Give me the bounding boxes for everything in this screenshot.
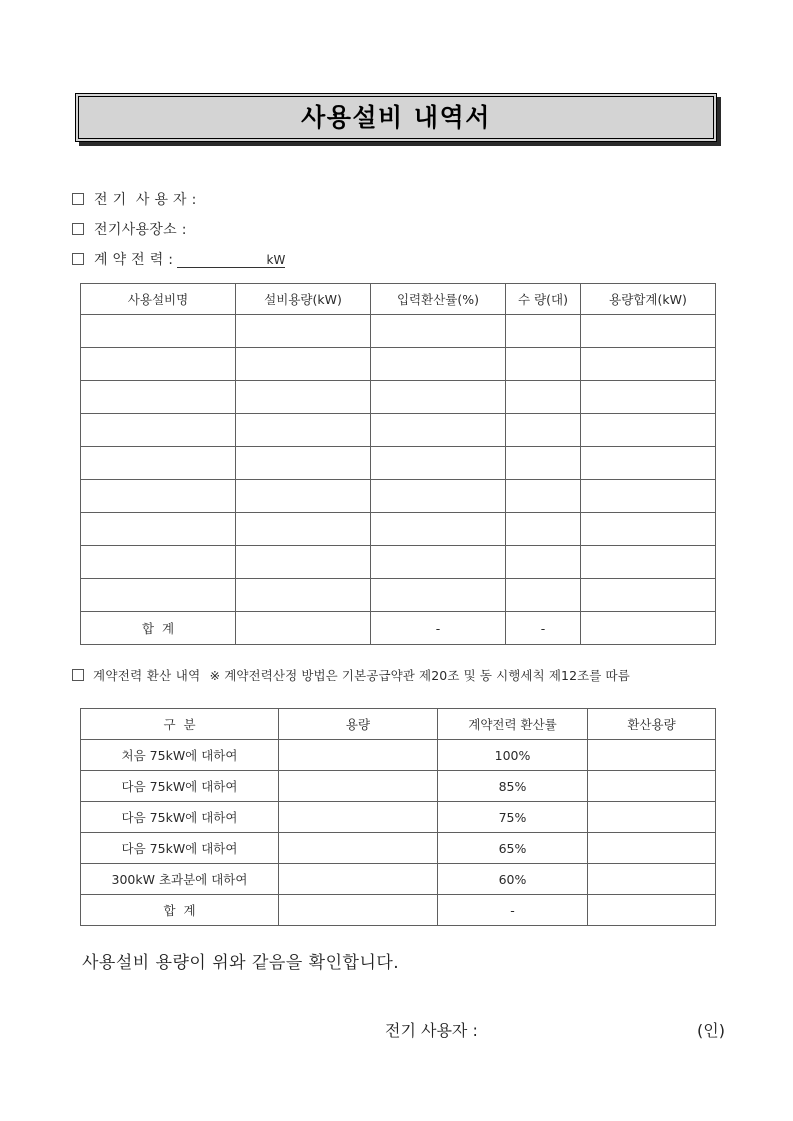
cell-division: 다음 75kW에 대하여 bbox=[81, 802, 279, 833]
cell-capacity[interactable] bbox=[279, 802, 438, 833]
header-field-user bbox=[72, 184, 722, 214]
table-header-row bbox=[81, 284, 716, 315]
table-row bbox=[81, 348, 716, 381]
table-row bbox=[81, 833, 716, 864]
cell-capacity[interactable] bbox=[236, 348, 371, 381]
cell-converted-capacity[interactable] bbox=[588, 771, 716, 802]
cell-input-rate[interactable] bbox=[371, 513, 506, 546]
cell-total-capacity[interactable] bbox=[581, 348, 716, 381]
table-row bbox=[81, 513, 716, 546]
cell-input-rate[interactable] bbox=[371, 381, 506, 414]
header-field-location-label: 전기사용장소 : bbox=[94, 222, 187, 238]
page-title: 사용설비 내역서 bbox=[301, 103, 491, 132]
document-title-box bbox=[75, 93, 717, 142]
cell-division: 처음 75kW에 대하여 bbox=[81, 740, 279, 771]
cell-division: 다음 75kW에 대하여 bbox=[81, 833, 279, 864]
cell-conversion-rate: 60% bbox=[438, 864, 588, 895]
cell-total-capacity[interactable] bbox=[581, 612, 716, 645]
table-row bbox=[81, 579, 716, 612]
header-field-location bbox=[72, 214, 722, 244]
cell-capacity[interactable] bbox=[236, 579, 371, 612]
cell-input-rate[interactable] bbox=[371, 579, 506, 612]
table-row bbox=[81, 771, 716, 802]
conversion-col-converted: 환산용량 bbox=[588, 709, 716, 740]
contract-power-unit: kW bbox=[266, 252, 286, 267]
cell-input-rate[interactable] bbox=[371, 546, 506, 579]
cell-total-capacity[interactable] bbox=[581, 546, 716, 579]
cell-capacity[interactable] bbox=[236, 447, 371, 480]
conversion-note-remark: ※ 계약전력산정 방법은 기본공급약관 제20조 및 동 시행세칙 제12조를 따름 bbox=[209, 668, 630, 683]
cell-equipment-name[interactable] bbox=[81, 480, 236, 513]
title-box-frame bbox=[75, 93, 717, 142]
signature-row bbox=[385, 1018, 725, 1041]
table-row bbox=[81, 414, 716, 447]
header-fields bbox=[72, 184, 722, 274]
header-field-contract-power-label: 계 약 전 력 : bbox=[94, 252, 174, 268]
cell-conversion-rate: 65% bbox=[438, 833, 588, 864]
table-header-row bbox=[81, 709, 716, 740]
cell-quantity[interactable] bbox=[506, 348, 581, 381]
checkbox-empty-icon[interactable] bbox=[72, 253, 84, 265]
cell-equipment-name[interactable] bbox=[81, 315, 236, 348]
cell-quantity[interactable] bbox=[506, 513, 581, 546]
usage-table-body bbox=[81, 315, 716, 645]
cell-capacity[interactable] bbox=[236, 315, 371, 348]
cell-equipment-name[interactable] bbox=[81, 513, 236, 546]
usage-equipment-table bbox=[80, 283, 716, 645]
cell-equipment-name[interactable] bbox=[81, 546, 236, 579]
confirmation-statement: 사용설비 용량이 위와 같음을 확인합니다. bbox=[82, 953, 400, 973]
cell-converted-capacity[interactable] bbox=[588, 895, 716, 926]
cell-quantity[interactable] bbox=[506, 381, 581, 414]
usage-col-name: 사용설비명 bbox=[81, 284, 236, 315]
cell-equipment-name: 합 계 bbox=[81, 612, 236, 645]
cell-capacity[interactable] bbox=[279, 864, 438, 895]
cell-quantity[interactable] bbox=[506, 414, 581, 447]
conversion-table bbox=[80, 708, 716, 926]
cell-capacity[interactable] bbox=[279, 895, 438, 926]
cell-converted-capacity[interactable] bbox=[588, 802, 716, 833]
cell-equipment-name[interactable] bbox=[81, 348, 236, 381]
table-row bbox=[81, 546, 716, 579]
table-row bbox=[81, 447, 716, 480]
table-row bbox=[81, 802, 716, 833]
header-field-user-label: 전 기 사 용 자 : bbox=[94, 192, 197, 208]
cell-capacity[interactable] bbox=[279, 833, 438, 864]
table-total-row bbox=[81, 612, 716, 645]
cell-converted-capacity[interactable] bbox=[588, 864, 716, 895]
cell-input-rate[interactable] bbox=[371, 348, 506, 381]
cell-converted-capacity[interactable] bbox=[588, 833, 716, 864]
table-row bbox=[81, 381, 716, 414]
cell-quantity[interactable] bbox=[506, 447, 581, 480]
cell-capacity[interactable] bbox=[236, 414, 371, 447]
conversion-table-body bbox=[81, 740, 716, 926]
cell-input-rate[interactable] bbox=[371, 315, 506, 348]
cell-quantity[interactable] bbox=[506, 480, 581, 513]
checkbox-empty-icon[interactable] bbox=[72, 223, 84, 235]
cell-conversion-rate: 100% bbox=[438, 740, 588, 771]
cell-input-rate[interactable] bbox=[371, 480, 506, 513]
cell-equipment-name[interactable] bbox=[81, 414, 236, 447]
cell-division: 합 계 bbox=[81, 895, 279, 926]
cell-conversion-rate: - bbox=[438, 895, 588, 926]
table-row bbox=[81, 480, 716, 513]
cell-equipment-name[interactable] bbox=[81, 579, 236, 612]
cell-converted-capacity[interactable] bbox=[588, 740, 716, 771]
seal-mark: (인) bbox=[697, 1021, 725, 1040]
cell-total-capacity[interactable] bbox=[581, 579, 716, 612]
cell-division: 다음 75kW에 대하여 bbox=[81, 771, 279, 802]
header-field-contract-power bbox=[72, 244, 722, 274]
cell-equipment-name[interactable] bbox=[81, 447, 236, 480]
cell-input-rate[interactable] bbox=[371, 447, 506, 480]
cell-total-capacity[interactable] bbox=[581, 480, 716, 513]
conversion-col-division: 구 분 bbox=[81, 709, 279, 740]
cell-capacity[interactable] bbox=[279, 740, 438, 771]
cell-equipment-name[interactable] bbox=[81, 381, 236, 414]
cell-total-capacity[interactable] bbox=[581, 513, 716, 546]
cell-input-rate[interactable] bbox=[371, 414, 506, 447]
usage-col-input-rate: 입력환산률(%) bbox=[371, 284, 506, 315]
signer-label: 전기 사용자 : bbox=[385, 1021, 478, 1040]
cell-total-capacity[interactable] bbox=[581, 447, 716, 480]
cell-capacity[interactable] bbox=[236, 381, 371, 414]
checkbox-empty-icon[interactable] bbox=[72, 193, 84, 205]
usage-col-capacity: 설비용량(kW) bbox=[236, 284, 371, 315]
cell-total-capacity[interactable] bbox=[581, 414, 716, 447]
table-row bbox=[81, 315, 716, 348]
cell-capacity[interactable] bbox=[236, 513, 371, 546]
cell-quantity[interactable] bbox=[506, 546, 581, 579]
cell-total-capacity[interactable] bbox=[581, 315, 716, 348]
cell-quantity[interactable] bbox=[506, 579, 581, 612]
conversion-col-rate: 계약전력 환산률 bbox=[438, 709, 588, 740]
table-total-row bbox=[81, 895, 716, 926]
cell-capacity[interactable] bbox=[279, 771, 438, 802]
cell-capacity[interactable] bbox=[236, 480, 371, 513]
usage-col-quantity: 수 량(대) bbox=[506, 284, 581, 315]
table-row bbox=[81, 740, 716, 771]
contract-power-input[interactable] bbox=[177, 251, 285, 268]
cell-input-rate: - bbox=[371, 612, 506, 645]
cell-quantity: - bbox=[506, 612, 581, 645]
usage-col-total: 용량합계(kW) bbox=[581, 284, 716, 315]
conversion-note bbox=[72, 666, 630, 684]
cell-capacity[interactable] bbox=[236, 546, 371, 579]
cell-conversion-rate: 85% bbox=[438, 771, 588, 802]
cell-capacity[interactable] bbox=[236, 612, 371, 645]
checkbox-empty-icon[interactable] bbox=[72, 669, 84, 681]
conversion-col-capacity: 용량 bbox=[279, 709, 438, 740]
cell-conversion-rate: 75% bbox=[438, 802, 588, 833]
cell-quantity[interactable] bbox=[506, 315, 581, 348]
cell-total-capacity[interactable] bbox=[581, 381, 716, 414]
conversion-note-label: 계약전력 환산 내역 bbox=[93, 668, 201, 683]
table-row bbox=[81, 864, 716, 895]
cell-division: 300kW 초과분에 대하여 bbox=[81, 864, 279, 895]
